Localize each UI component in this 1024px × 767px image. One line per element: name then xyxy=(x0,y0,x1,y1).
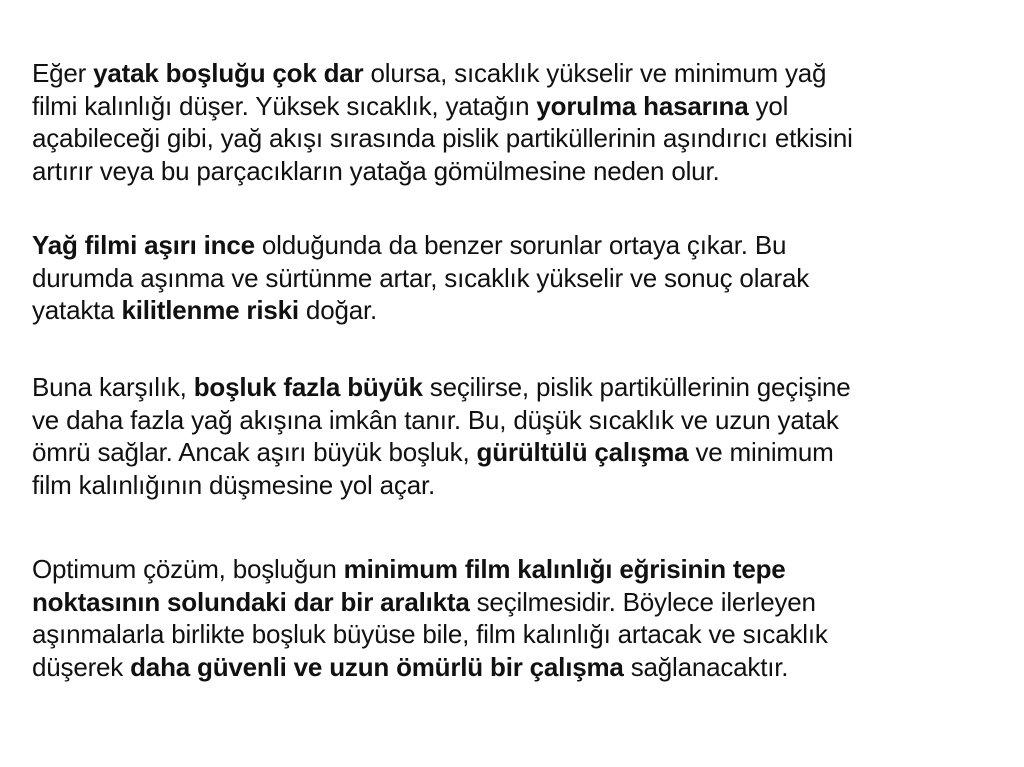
text-segment: ve minimum xyxy=(688,437,834,467)
text-segment: düşerek xyxy=(32,651,131,682)
text-segment: seçilirse, pislik partiküllerinin geçişine xyxy=(422,372,851,402)
text-line xyxy=(32,618,1007,651)
bold-text-segment: yatak boşluğu çok dar xyxy=(93,58,364,88)
text-segment: Eğer xyxy=(32,58,94,88)
bold-text-segment: boşluk fazla büyük xyxy=(193,372,423,402)
text-line xyxy=(32,651,1007,684)
text-segment: olduğunda da benzer sorunlar ortaya çıkar. Bu xyxy=(254,230,787,260)
paragraph-thin-oil-film xyxy=(32,229,1007,327)
text-segment: sağlanacaktır. xyxy=(623,651,789,682)
paragraph-large-clearance xyxy=(32,371,1007,501)
text-segment: film kalınlığının düşmesine yol açar. xyxy=(32,469,436,500)
text-line xyxy=(32,404,1007,437)
text-segment: seçilmesidir. Böylece ilerleyen xyxy=(469,586,816,617)
bold-text-segment: kilitlenme riski xyxy=(121,295,299,325)
text-segment: yatakta xyxy=(32,295,122,325)
text-segment: olursa, sıcaklık yükselir ve minimum yağ xyxy=(363,58,827,88)
text-segment: ömrü sağlar. Ancak aşırı büyük boşluk, xyxy=(32,437,477,467)
text-segment: aşınmalarla birlikte boşluk büyüse bile, film kalınlığı artacak ve sıcaklık xyxy=(32,619,828,649)
text-line xyxy=(32,371,1007,404)
text-segment: Buna karşılık, xyxy=(32,372,194,402)
bold-text-segment: minimum film kalınlığı eğrisinin tepe xyxy=(343,554,786,584)
text-line xyxy=(32,262,1007,295)
bold-text-segment: Yağ filmi aşırı ince xyxy=(32,230,255,260)
text-segment: açabileceği gibi, yağ akışı sırasında pislik partiküllerinin aşındırıcı etkisini xyxy=(32,123,853,153)
text-line xyxy=(32,229,1007,262)
text-line xyxy=(32,90,1007,123)
text-line xyxy=(32,155,1007,188)
paragraph-optimum-solution xyxy=(32,553,1007,683)
text-line xyxy=(32,122,1007,155)
text-line xyxy=(32,436,1007,469)
text-segment: ve daha fazla yağ akışına imkân tanır. Bu, düşük sıcaklık ve uzun yatak xyxy=(32,404,839,435)
text-segment: artırır veya bu parçacıkların yatağa gömülmesine neden olur. xyxy=(32,155,720,186)
text-line xyxy=(32,469,1007,502)
bold-text-segment: yorulma hasarına xyxy=(536,90,749,121)
text-line xyxy=(32,57,1007,90)
bold-text-segment: noktasının solundaki dar bir aralıkta xyxy=(32,586,470,617)
text-line xyxy=(32,553,1007,586)
text-segment: durumda aşınma ve sürtünme artar, sıcaklık yükselir ve sonuç olarak xyxy=(32,262,810,293)
text-line xyxy=(32,586,1007,619)
text-line xyxy=(32,294,1007,327)
text-segment: yol xyxy=(748,90,789,121)
bold-text-segment: daha güvenli ve uzun ömürlü bir çalışma xyxy=(130,651,624,682)
text-segment: Optimum çözüm, boşluğun xyxy=(32,554,344,584)
text-segment: doğar. xyxy=(298,295,378,325)
paragraph-narrow-clearance xyxy=(32,57,1007,187)
bold-text-segment: gürültülü çalışma xyxy=(476,437,689,467)
text-segment: filmi kalınlığı düşer. Yüksek sıcaklık, yatağın xyxy=(32,90,537,121)
